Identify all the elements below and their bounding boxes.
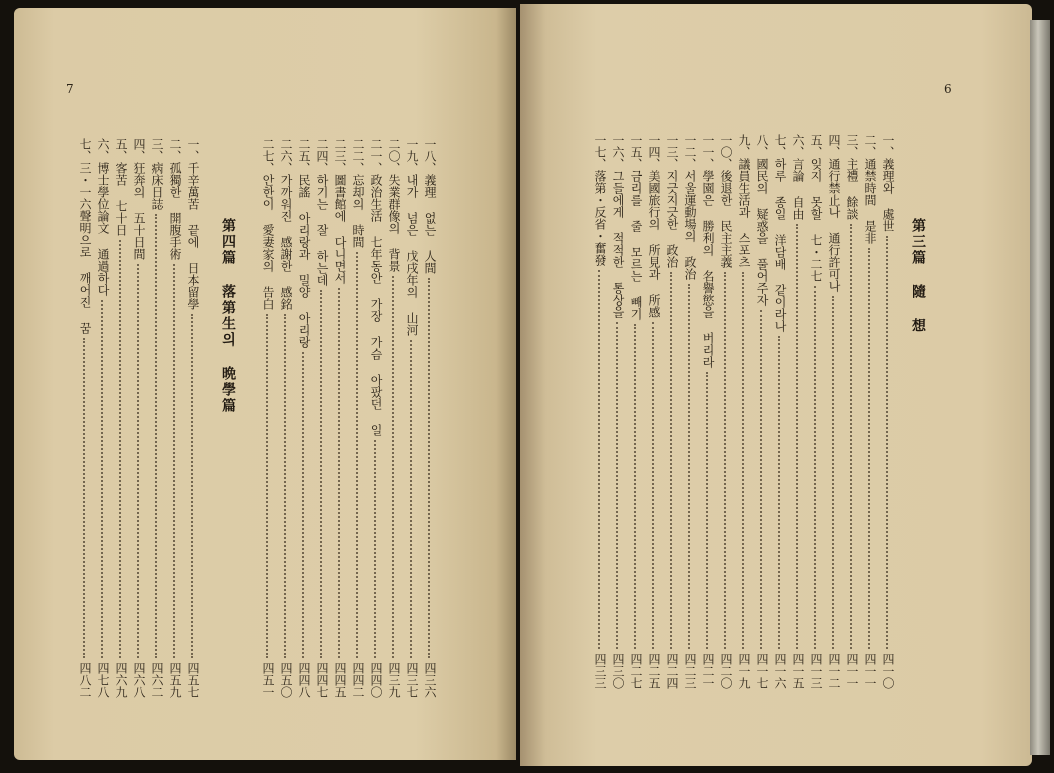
toc-entry-title: 八、國民의 疑惑을 풀어주자	[755, 134, 769, 306]
toc-entry	[276, 138, 296, 698]
page-edge	[1030, 20, 1050, 755]
dot-leader	[101, 300, 105, 658]
toc-entry-title: 一、義理와 處世	[881, 134, 895, 232]
dot-leader	[832, 296, 836, 649]
dot-leader	[670, 272, 674, 649]
toc-entry-page: 四一〇	[881, 653, 895, 689]
toc-entry	[384, 138, 404, 698]
toc-entry-page: 四三〇	[611, 653, 625, 689]
toc-entry-page: 四一一	[845, 653, 859, 689]
toc-entry-page: 四三六	[423, 662, 437, 698]
toc-entry-page: 四六九	[114, 662, 128, 698]
dot-leader	[356, 252, 360, 658]
toc-entry-title: 一五、금리를 줄 모르는 빼기	[629, 134, 643, 320]
toc-entry-title: 一六、그들에게 적적한 통상을	[611, 134, 625, 318]
dot-leader	[778, 336, 782, 649]
toc-entry-title: 二一、政治生活 七年동안 가장 가슴 아팠던 일	[369, 138, 383, 436]
toc-entry	[626, 134, 646, 689]
dot-leader	[652, 322, 656, 649]
toc-entry-title: 七、三・一六聲明으로 깨어진 꿈	[78, 138, 92, 334]
toc-entry-title: 二五、民謠 아리랑과 밀양 아리랑	[297, 138, 311, 348]
toc-entry-title: 一七、落第・反省・奮發	[593, 134, 607, 266]
dot-leader	[706, 372, 710, 649]
toc-entry	[680, 134, 700, 689]
toc-entry-page: 四四八	[297, 662, 311, 698]
dot-leader	[137, 264, 141, 658]
dot-leader	[742, 272, 746, 649]
dot-leader	[119, 240, 123, 658]
toc-entry-title: 二七、안한이 愛妻家의 告白	[261, 138, 275, 310]
toc-entry-title: 五、客苦 七十日	[114, 138, 128, 236]
toc-entry	[878, 134, 898, 689]
dot-leader	[688, 284, 692, 649]
dot-leader	[428, 278, 432, 658]
toc-entry-page: 四一五	[791, 653, 805, 689]
toc-entry	[312, 138, 332, 698]
toc-entry-title: 一三、지긋지긋한 政治	[665, 134, 679, 268]
toc-entry-title: 二、通禁時間 是非	[863, 134, 877, 244]
toc-entry-page: 四二五	[647, 653, 661, 689]
dot-leader	[320, 290, 324, 658]
dot-leader	[302, 352, 306, 658]
dot-leader	[850, 224, 854, 649]
toc-entry-page: 四四二	[351, 662, 365, 698]
toc-entry	[752, 134, 772, 689]
toc-entry-page: 四六八	[132, 662, 146, 698]
toc-entry-title: 二〇、失業群像의 背景	[387, 138, 401, 272]
dot-leader	[886, 236, 890, 649]
right-page-number: 6	[944, 82, 952, 96]
toc-entry-page: 四四〇	[369, 662, 383, 698]
toc-entry	[644, 134, 664, 689]
toc-entry-title: 六、言論 自由	[791, 134, 805, 220]
toc-entry	[842, 134, 862, 689]
toc-entry	[183, 138, 203, 698]
dot-leader	[868, 248, 872, 649]
dot-leader	[191, 314, 195, 658]
left-page-number: 7	[66, 82, 74, 96]
toc-entry-title: 三、主禮 餘談	[845, 134, 859, 220]
toc-entry	[93, 138, 113, 698]
dot-leader	[392, 276, 396, 658]
toc-entry-page: 四四五	[333, 662, 347, 698]
toc-entry-title: 二三、圖書館에 다니면서	[333, 138, 347, 284]
toc-entry-page: 四二四	[665, 653, 679, 689]
left-section-title: 第四篇 落第生의 晩學篇	[220, 218, 236, 414]
dot-leader	[266, 314, 270, 658]
toc-entry-title: 一八、義理 없는 人間	[423, 138, 437, 274]
toc-entry	[698, 134, 718, 689]
toc-entry	[734, 134, 754, 689]
dot-leader	[410, 340, 414, 658]
toc-entry-title: 二、孤獨한 開腹手術	[168, 138, 182, 260]
dot-leader	[284, 314, 288, 658]
toc-entry	[258, 138, 278, 698]
toc-entry-page: 四二〇	[719, 653, 733, 689]
dot-leader	[814, 286, 818, 649]
toc-entry-page: 四三七	[405, 662, 419, 698]
toc-entry-page: 四一七	[755, 653, 769, 689]
toc-entry-title: 四、狂奔의 五十日間	[132, 138, 146, 260]
toc-entry-title: 五、잊지 못할 七・二七	[809, 134, 823, 282]
toc-entry-page: 四六二	[150, 662, 164, 698]
toc-entry-page: 四一三	[809, 653, 823, 689]
toc-entry	[165, 138, 185, 698]
toc-entry-title: 一九、내가 넘은 戊戌年의 山河	[405, 138, 419, 336]
toc-entry	[111, 138, 131, 698]
toc-entry-page: 四三九	[387, 662, 401, 698]
toc-entry-title: 一一、學園은 勝利의 名譽慾을 버리라	[701, 134, 715, 368]
toc-entry	[770, 134, 790, 689]
toc-entry	[420, 138, 440, 698]
toc-entry-page: 四八二	[78, 662, 92, 698]
toc-entry	[806, 134, 826, 689]
right-section-title: 第三篇 隨 想	[910, 218, 926, 334]
toc-entry-title: 一、千辛萬苦 끝에 日本留學	[186, 138, 200, 310]
toc-entry-page: 四七八	[96, 662, 110, 698]
toc-entry	[860, 134, 880, 689]
toc-entry-page: 四三三	[593, 653, 607, 689]
toc-entry-title: 二二、忘却의 時間	[351, 138, 365, 248]
toc-entry-title: 一四、美國旅行의 所見과 所感	[647, 134, 661, 318]
toc-entry-title: 六、博士學位論文 通過하다	[96, 138, 110, 296]
dot-leader	[155, 214, 159, 658]
toc-entry-title: 七、하루 종일 洋담배 같이라나	[773, 134, 787, 332]
dot-leader	[173, 264, 177, 658]
toc-entry-page: 四二七	[629, 653, 643, 689]
toc-entry	[129, 138, 149, 698]
toc-entry-page: 四五七	[186, 662, 200, 698]
toc-entry	[662, 134, 682, 689]
toc-entry-page: 四五一	[261, 662, 275, 698]
dot-leader	[598, 270, 602, 649]
toc-entry-title: 三、病床日誌	[150, 138, 164, 210]
toc-entry	[608, 134, 628, 689]
toc-entry	[824, 134, 844, 689]
toc-entry-title: 二四、하기는 잘 하는데	[315, 138, 329, 286]
toc-entry	[366, 138, 386, 698]
toc-entry	[402, 138, 422, 698]
toc-entry-page: 四一六	[773, 653, 787, 689]
toc-entry-page: 四一九	[737, 653, 751, 689]
toc-entry-page: 四二三	[683, 653, 697, 689]
dot-leader	[796, 224, 800, 649]
toc-entry-title: 一〇、後退한 民主主義	[719, 134, 733, 268]
toc-entry	[590, 134, 610, 689]
toc-entry	[348, 138, 368, 698]
toc-entry	[788, 134, 808, 689]
toc-entry	[294, 138, 314, 698]
toc-entry-title: 四、通行禁止나 通行許可나	[827, 134, 841, 292]
toc-entry-page: 四五九	[168, 662, 182, 698]
toc-entry-title: 九、議員生活과 스포츠	[737, 134, 751, 268]
dot-leader	[616, 322, 620, 649]
toc-entry-page: 四一一	[863, 653, 877, 689]
dot-leader	[338, 288, 342, 658]
toc-entry	[147, 138, 167, 698]
toc-entry	[716, 134, 736, 689]
dot-leader	[724, 272, 728, 649]
toc-entry-title: 二六、가까워진 感謝한 感銘	[279, 138, 293, 310]
toc-entry-page: 四二一	[701, 653, 715, 689]
toc-entry	[330, 138, 350, 698]
toc-entry-page: 四四七	[315, 662, 329, 698]
toc-entry-page: 四五〇	[279, 662, 293, 698]
toc-entry-page: 四一二	[827, 653, 841, 689]
toc-entry-title: 一二、서울運動場의 政治	[683, 134, 697, 280]
toc-entry	[75, 138, 95, 698]
dot-leader	[760, 310, 764, 649]
dot-leader	[374, 440, 378, 658]
dot-leader	[634, 324, 638, 649]
dot-leader	[83, 338, 87, 658]
